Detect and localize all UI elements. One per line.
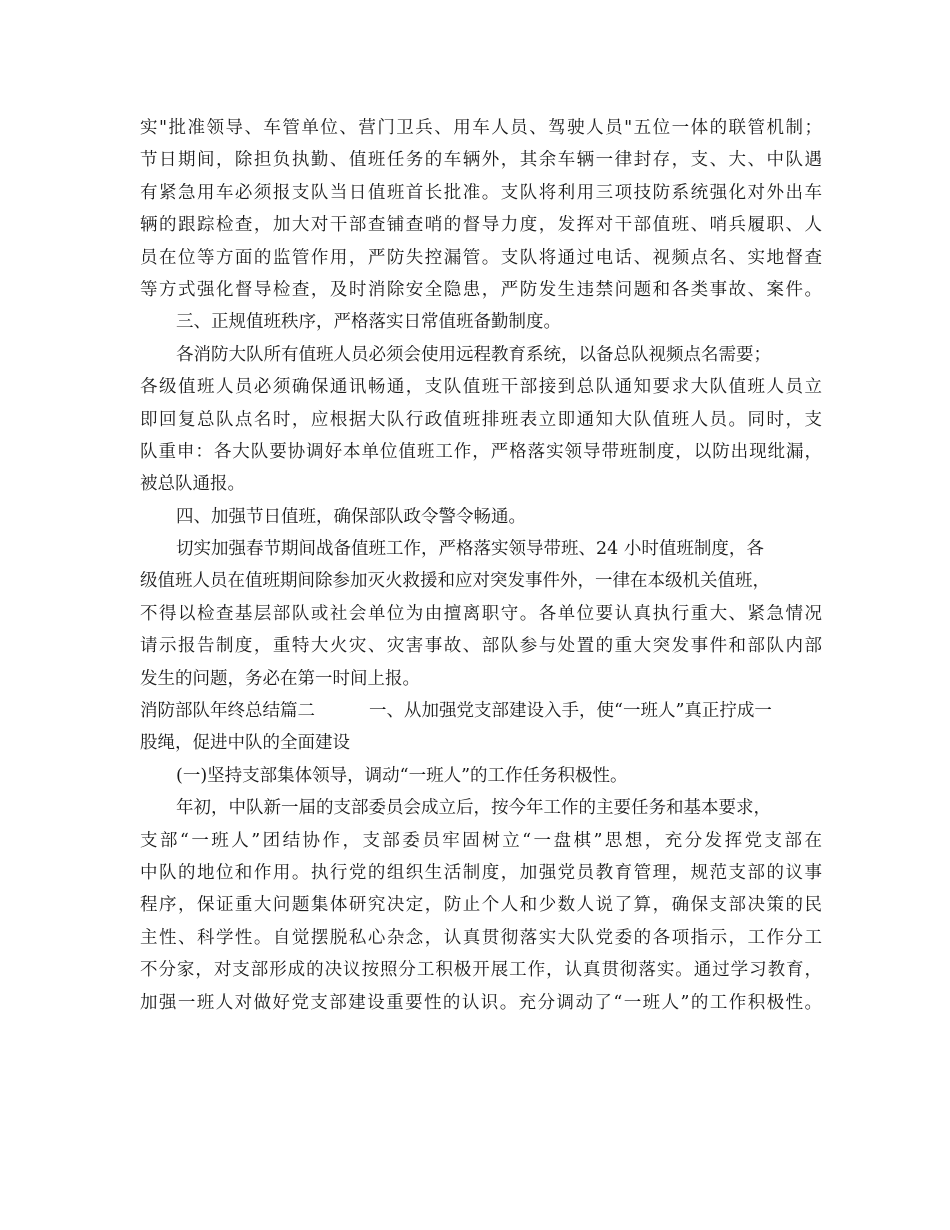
paragraph-duty-order — [140, 339, 822, 501]
section2-title: 消防部队年终总结篇二 — [140, 701, 315, 722]
section2-heading-cont: 股绳，促进中队的全面建设 — [140, 733, 350, 754]
text-line: 即回复总队点名时，应根据大队行政值班排班表立即通知大队值班人员。同时，支 — [140, 409, 822, 430]
text-line: 不得以检查基层部队或社会单位为由擅离职守。各单位要认真执行重大、紧急情况 — [140, 603, 822, 624]
text-line: 节日期间，除担负执勤、值班任务的车辆外，其余车辆一律封存，支、大、中队遇 — [140, 150, 822, 171]
paragraph-vehicle-management — [140, 112, 822, 306]
text-line: 各消防大队所有值班人员必须会使用远程教育系统，以备总队视频点名需要； — [176, 344, 771, 365]
text-line: 加强一班人对做好党支部建设重要性的认识。充分调动了“一班人”的工作积极性。 — [140, 992, 822, 1013]
text-line: 员在位等方面的监管作用，严防失控漏管。支队将通过电话、视频点名、实地督查 — [140, 247, 822, 268]
paragraph-party-branch — [140, 792, 822, 1019]
text-line: 发生的问题，务必在第一时间上报。 — [140, 668, 420, 689]
text-line: 各级值班人员必须确保通讯畅通，支队值班干部接到总队通知要求大队值班人员立 — [140, 377, 822, 398]
section-heading-3: 三、正规值班秩序，严格落实日常值班备勤制度。 — [176, 312, 561, 333]
text-line: 请示报告制度，重特大火灾、灾害事故、部队参与处置的重大突发事件和部队内部 — [140, 636, 822, 657]
section2-heading: 一、从加强党支部建设入手，使“一班人”真正拧成一 — [369, 701, 772, 722]
section2-title-line — [140, 695, 822, 727]
text-line: 支部“一班人”团结协作，支部委员牢固树立“一盘棋”思想，充分发挥党支部在 — [140, 830, 822, 851]
text-line: 实"批准领导、车管单位、营门卫兵、用车人员、驾驶人员"五位一体的联管机制； — [140, 118, 822, 138]
text-line: 有紧急用车必须报支队当日值班首长批准。支队将利用三项技防系统强化对外出车 — [140, 182, 822, 203]
text-line: 切实加强春节期间战备值班工作，严格落实领导带班、24 小时值班制度，各 — [176, 539, 764, 560]
text-line: 中队的地位和作用。执行党的组织生活制度，加强党员教育管理，规范支部的议事 — [140, 862, 822, 883]
text-line: 主性、科学性。自觉摆脱私心杂念，认真贯彻落实大队党委的各项指示，工作分工 — [140, 927, 822, 948]
text-line: 不分家，对支部形成的决议按照分工积极开展工作，认真贯彻落实。通过学习教育， — [140, 960, 822, 981]
text-line: 级值班人员在值班期间除参加灭火救援和应对突发事件外，一律在本级机关值班， — [140, 571, 770, 592]
subsection-heading-1: (一)坚持支部集体领导，调动“一班人”的工作任务积极性。 — [176, 765, 628, 786]
text-line: 年初，中队新一届的支部委员会成立后，按今年工作的主要任务和基本要求， — [176, 798, 771, 819]
text-line: 被总队通报。 — [140, 474, 245, 495]
document-body — [140, 112, 822, 1019]
text-line: 等方式强化督导检查，及时消除安全隐患，严防发生违禁问题和各类事故、案件。 — [140, 279, 822, 300]
section-heading-4: 四、加强节日值班，确保部队政令警令畅通。 — [176, 506, 526, 527]
text-line: 队重申：各大队要协调好本单位值班工作，严格落实领导带班制度，以防出现纰漏， — [140, 441, 822, 462]
text-line: 辆的跟踪检查，加大对干部查铺查哨的督导力度，发挥对干部值班、哨兵履职、人 — [140, 215, 822, 236]
text-line: 程序，保证重大问题集体研究决定，防止个人和少数人说了算，确保支部决策的民 — [140, 895, 822, 916]
paragraph-holiday-duty — [140, 533, 822, 695]
